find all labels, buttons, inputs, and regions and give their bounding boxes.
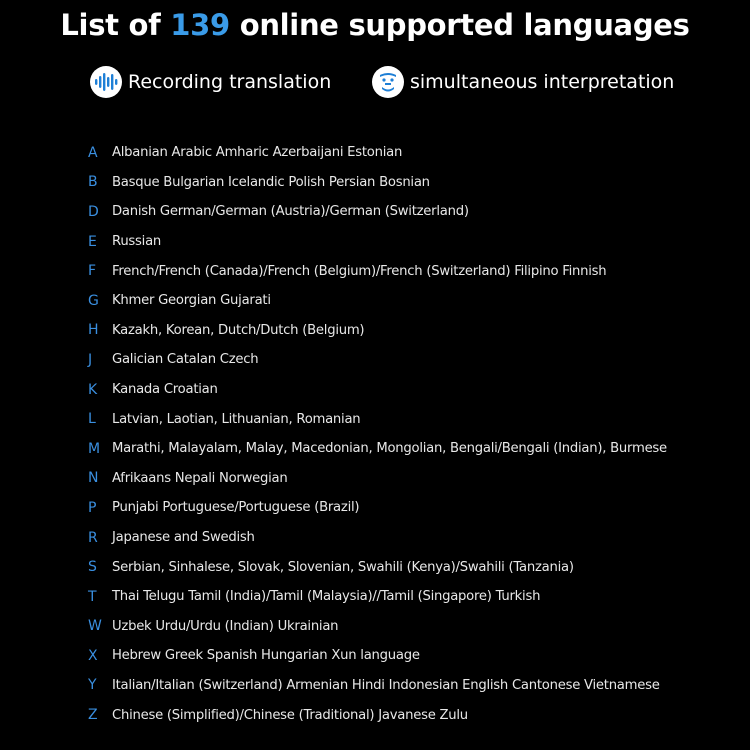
language-row-n	[88, 464, 728, 494]
simultaneous-interpretation-label: simultaneous interpretation	[410, 71, 675, 93]
language-row-h	[88, 316, 728, 346]
language-names: Russian	[112, 234, 162, 250]
simultaneous-interpretation-feature	[372, 64, 674, 100]
language-letter: D	[88, 203, 99, 220]
language-names: Albanian Arabic Amharic Azerbaijani Estonian	[112, 145, 403, 161]
language-names: Japanese and Swedish	[112, 530, 255, 546]
language-letter: A	[88, 144, 98, 161]
language-row-r	[88, 523, 728, 553]
language-row-f	[88, 256, 728, 286]
language-letter: Y	[88, 677, 97, 694]
language-names: Kazakh, Korean, Dutch/Dutch (Belgium)	[112, 322, 365, 338]
interpretation-icon	[372, 66, 404, 98]
language-row-l	[88, 404, 728, 434]
language-row-p	[88, 493, 728, 523]
language-letter: H	[88, 322, 99, 339]
language-names: Latvian, Laotian, Lithuanian, Romanian	[112, 411, 361, 427]
language-row-s	[88, 552, 728, 582]
language-letter: R	[88, 529, 98, 546]
language-names: Chinese (Simplified)/Chinese (Traditional) Javanese Zulu	[112, 707, 468, 723]
language-row-m	[88, 434, 728, 464]
language-row-b	[88, 168, 728, 198]
language-letter: E	[88, 233, 97, 250]
language-letter: B	[88, 174, 98, 191]
language-names: Hebrew Greek Spanish Hungarian Xun language	[112, 648, 420, 664]
language-letter: L	[88, 411, 96, 428]
language-letter: S	[88, 559, 97, 576]
language-names: Galician Catalan Czech	[112, 352, 259, 368]
language-row-t	[88, 582, 728, 612]
language-row-j	[88, 345, 728, 375]
language-names: Marathi, Malayalam, Malay, Macedonian, Mongolian, Bengali/Bengali (Indian), Burmese	[112, 441, 667, 457]
language-names: Danish German/German (Austria)/German (Switzerland)	[112, 204, 469, 220]
language-names: Afrikaans Nepali Norwegian	[112, 470, 288, 486]
language-letter: F	[88, 263, 97, 280]
language-names: Punjabi Portuguese/Portuguese (Brazil)	[112, 500, 360, 516]
language-row-w	[88, 612, 728, 642]
language-row-a	[88, 138, 728, 168]
language-letter: J	[88, 351, 93, 368]
title-prefix: List of	[60, 8, 171, 42]
title-suffix: online supported languages	[229, 8, 690, 42]
language-row-e	[88, 227, 728, 257]
language-letter: N	[88, 470, 99, 487]
page-title	[0, 8, 750, 42]
language-names: French/French (Canada)/French (Belgium)/French (Switzerland) Filipino Finnish	[112, 263, 607, 279]
language-row-x	[88, 641, 728, 671]
language-names: Kanada Croatian	[112, 382, 218, 398]
language-list	[88, 138, 728, 730]
language-row-d	[88, 197, 728, 227]
recording-translation-label: Recording translation	[128, 71, 332, 93]
language-names: Uzbek Urdu/Urdu (Indian) Ukrainian	[112, 618, 339, 634]
feature-modes	[0, 64, 750, 100]
language-row-z	[88, 700, 728, 730]
language-letter: X	[88, 647, 98, 664]
language-names: Italian/Italian (Switzerland) Armenian Hindi Indonesian English Cantonese Vietnamese	[112, 677, 660, 693]
language-names: Basque Bulgarian Icelandic Polish Persian Bosnian	[112, 174, 430, 190]
language-letter: T	[88, 588, 97, 605]
language-letter: M	[88, 440, 101, 457]
recording-translation-feature	[90, 64, 331, 100]
language-names: Serbian, Sinhalese, Slovak, Slovenian, Swahili (Kenya)/Swahili (Tanzania)	[112, 559, 574, 575]
title-language-count: 139	[170, 8, 230, 42]
language-row-y	[88, 671, 728, 701]
language-names: Khmer Georgian Gujarati	[112, 293, 271, 309]
language-row-g	[88, 286, 728, 316]
language-letter: G	[88, 292, 99, 309]
language-letter: W	[88, 618, 102, 635]
language-row-k	[88, 375, 728, 405]
language-letter: P	[88, 499, 97, 516]
language-letter: Z	[88, 707, 98, 724]
language-letter: K	[88, 381, 98, 398]
language-names: Thai Telugu Tamil (India)/Tamil (Malaysia)//Tamil (Singapore) Turkish	[112, 589, 541, 605]
sound-wave-icon	[90, 66, 122, 98]
